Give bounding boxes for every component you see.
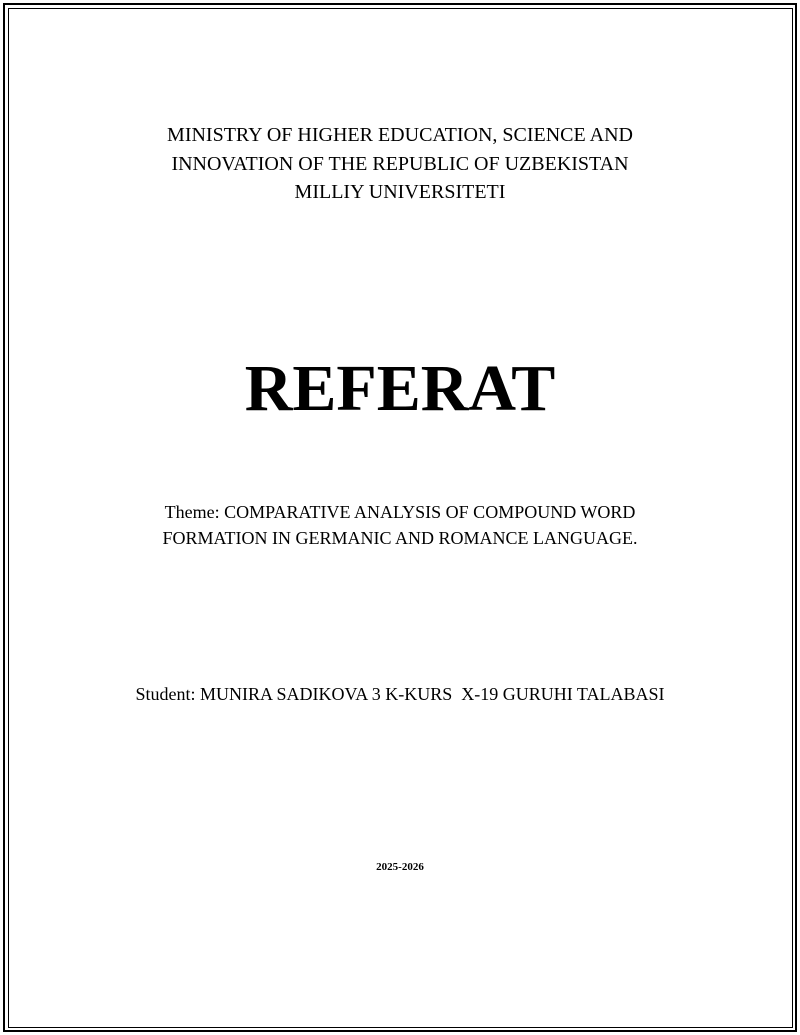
academic-year: 2025-2026 bbox=[376, 861, 424, 873]
document-title: REFERAT bbox=[244, 352, 556, 425]
theme-line: FORMATION IN GERMANIC AND ROMANCE LANGUAGE. bbox=[162, 528, 638, 548]
institution-header bbox=[0, 121, 800, 207]
student-info: Student: MUNIRA SADIKOVA 3 K-KURS X-19 GURUHI TALABASI bbox=[135, 684, 665, 704]
theme-line: Theme: COMPARATIVE ANALYSIS OF COMPOUND WORD bbox=[164, 502, 636, 522]
institution-line: INNOVATION OF THE REPUBLIC OF UZBEKISTAN bbox=[171, 152, 629, 175]
institution-line: MILLIY UNIVERSITETI bbox=[294, 181, 506, 203]
theme-block bbox=[0, 499, 800, 551]
institution-line: MINISTRY OF HIGHER EDUCATION, SCIENCE AND bbox=[167, 124, 633, 146]
